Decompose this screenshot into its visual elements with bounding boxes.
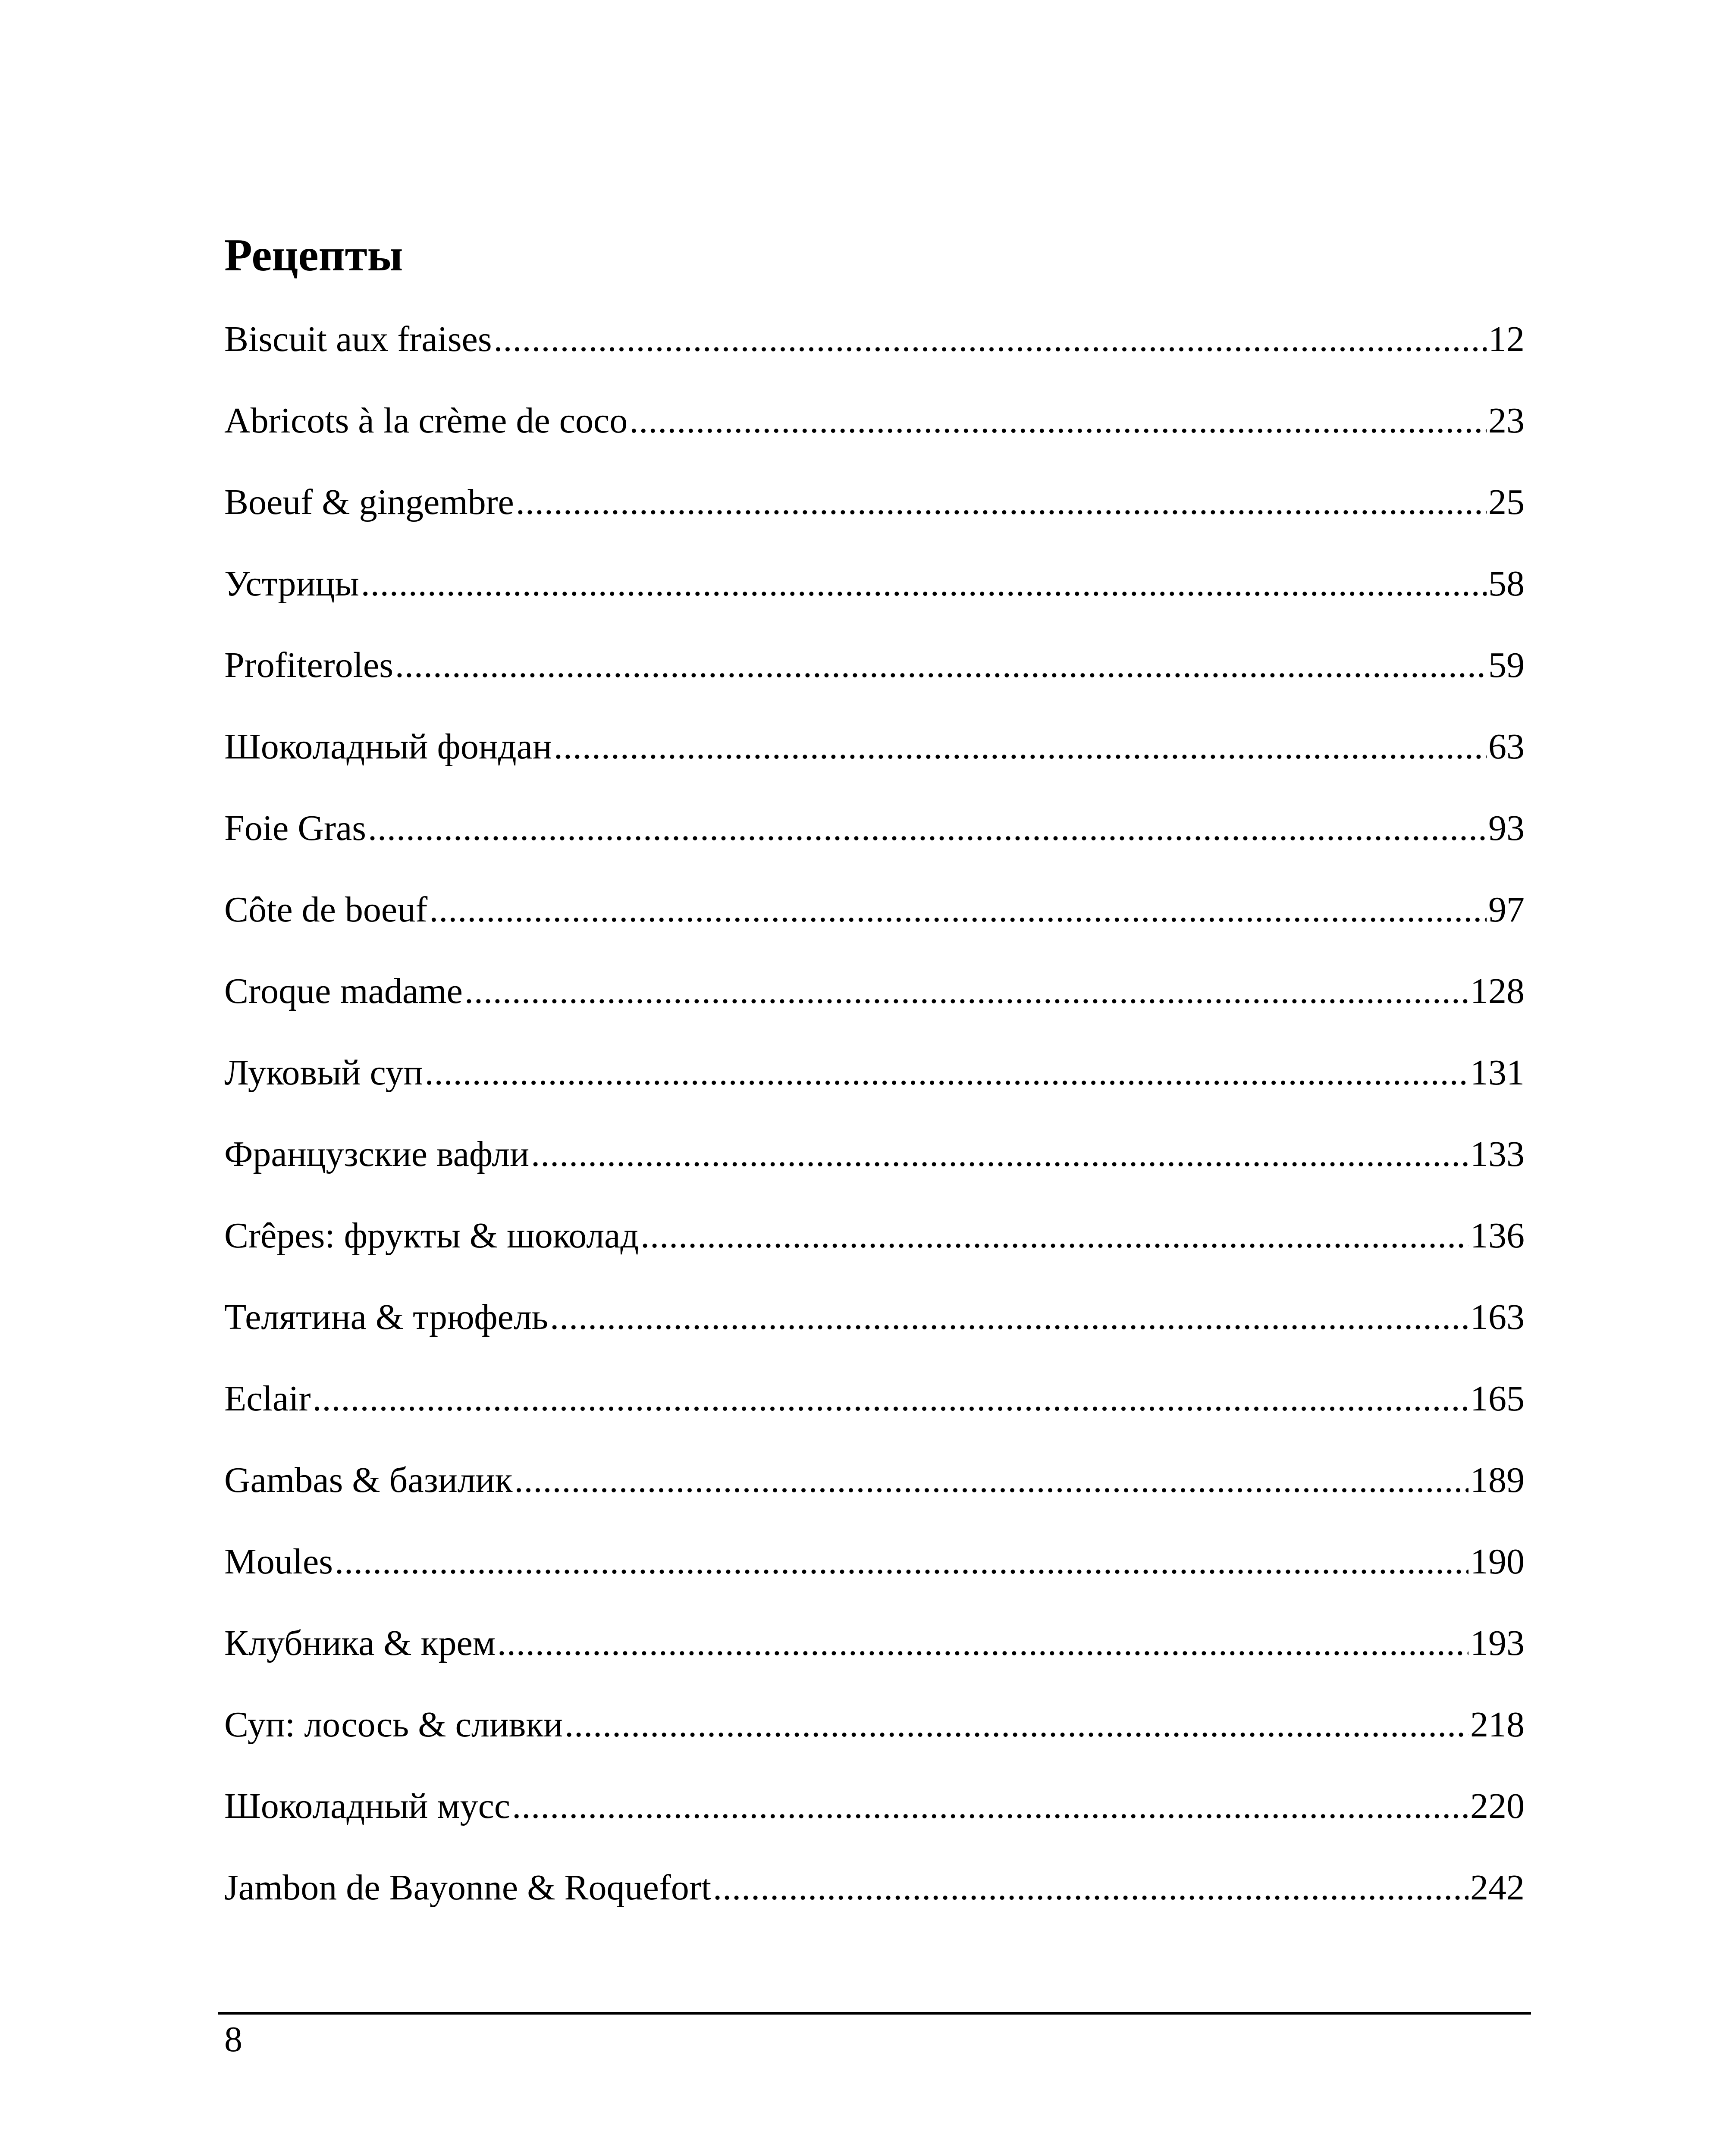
toc-entry — [224, 729, 1525, 810]
toc-entry-title: Abricots à la crème de coco — [224, 401, 628, 441]
toc-entry-page-number: 63 — [1488, 727, 1525, 767]
toc-entry-page-number: 220 — [1470, 1786, 1525, 1826]
toc-dot-leader — [554, 729, 1487, 765]
toc-entry — [224, 1788, 1525, 1870]
toc-entry — [224, 1381, 1525, 1462]
toc-entry-page-number: 93 — [1488, 808, 1525, 848]
toc-entry — [224, 892, 1525, 973]
toc-entry-title: Foie Gras — [224, 808, 366, 848]
toc-dot-leader — [429, 892, 1487, 928]
toc-entry — [224, 1544, 1525, 1625]
footer-divider — [218, 2012, 1531, 2015]
toc-entry — [224, 1707, 1525, 1788]
toc-dot-leader — [516, 484, 1487, 520]
toc-entry-title: Луковый суп — [224, 1053, 423, 1093]
toc-entry-title: Телятина & трюфель — [224, 1297, 549, 1337]
table-of-contents — [224, 321, 1525, 1951]
toc-entry-page-number: 23 — [1488, 401, 1525, 441]
toc-entry-title: Eclair — [224, 1379, 311, 1419]
toc-dot-leader — [494, 321, 1487, 357]
toc-dot-leader — [550, 1299, 1468, 1335]
toc-entry-title: Шоколадный фондан — [224, 727, 552, 767]
toc-entry — [224, 1462, 1525, 1544]
toc-dot-leader — [565, 1707, 1468, 1743]
toc-entry-page-number: 165 — [1470, 1379, 1525, 1419]
toc-entry-page-number: 128 — [1470, 971, 1525, 1011]
toc-dot-leader — [514, 1462, 1468, 1498]
toc-entry — [224, 1625, 1525, 1707]
toc-entry-page-number: 131 — [1470, 1053, 1525, 1093]
toc-entry-title: Biscuit aux fraises — [224, 319, 492, 359]
toc-entry — [224, 403, 1525, 484]
toc-dot-leader — [713, 1870, 1468, 1906]
toc-dot-leader — [497, 1625, 1468, 1661]
toc-entry-page-number: 218 — [1470, 1705, 1525, 1745]
toc-entry — [224, 1870, 1525, 1951]
toc-entry-page-number: 189 — [1470, 1460, 1525, 1500]
toc-entry-page-number: 242 — [1470, 1868, 1525, 1908]
toc-entry-title: Gambas & базилик — [224, 1460, 513, 1500]
toc-entry — [224, 1136, 1525, 1218]
toc-dot-leader — [335, 1544, 1468, 1580]
toc-entry-title: Шоколадный мусс — [224, 1786, 511, 1826]
toc-dot-leader — [368, 810, 1487, 846]
toc-entry-title: Французские вафли — [224, 1134, 530, 1174]
toc-entry-page-number: 136 — [1470, 1216, 1525, 1256]
toc-dot-leader — [464, 973, 1468, 1009]
toc-entry-page-number: 25 — [1488, 482, 1525, 522]
toc-entry — [224, 810, 1525, 892]
toc-entry-page-number: 133 — [1470, 1134, 1525, 1174]
toc-entry — [224, 1299, 1525, 1381]
toc-entry-title: Суп: лосось & сливки — [224, 1705, 563, 1745]
page-title: Рецепты — [224, 230, 403, 281]
toc-entry-title: Клубника & крем — [224, 1623, 496, 1663]
toc-entry-page-number: 58 — [1488, 564, 1525, 604]
toc-entry-title: Устрицы — [224, 564, 359, 604]
toc-entry-title: Jambon de Bayonne & Roquefort — [224, 1868, 712, 1908]
toc-entry — [224, 973, 1525, 1055]
toc-entry — [224, 321, 1525, 403]
toc-dot-leader — [395, 647, 1487, 683]
toc-dot-leader — [425, 1055, 1468, 1091]
toc-dot-leader — [629, 403, 1487, 439]
toc-entry-title: Profiteroles — [224, 645, 393, 685]
toc-dot-leader — [313, 1381, 1468, 1417]
toc-entry-title: Boeuf & gingembre — [224, 482, 514, 522]
toc-entry — [224, 1218, 1525, 1299]
toc-entry — [224, 566, 1525, 647]
toc-entry-page-number: 97 — [1488, 890, 1525, 930]
toc-dot-leader — [512, 1788, 1468, 1824]
toc-entry-page-number: 12 — [1488, 319, 1525, 359]
page-number: 8 — [224, 2019, 242, 2059]
toc-entry-page-number: 59 — [1488, 645, 1525, 685]
toc-entry-title: Moules — [224, 1542, 333, 1582]
toc-dot-leader — [531, 1136, 1468, 1172]
toc-entry-title: Côte de boeuf — [224, 890, 428, 930]
toc-entry-page-number: 193 — [1470, 1623, 1525, 1663]
toc-entry-page-number: 163 — [1470, 1297, 1525, 1337]
toc-dot-leader — [361, 566, 1487, 602]
toc-entry-title: Crêpes: фрукты & шоколад — [224, 1216, 639, 1256]
toc-entry — [224, 1055, 1525, 1136]
toc-entry-page-number: 190 — [1470, 1542, 1525, 1582]
toc-entry — [224, 647, 1525, 729]
toc-entry-title: Croque madame — [224, 971, 463, 1011]
toc-entry — [224, 484, 1525, 566]
toc-dot-leader — [640, 1218, 1468, 1254]
